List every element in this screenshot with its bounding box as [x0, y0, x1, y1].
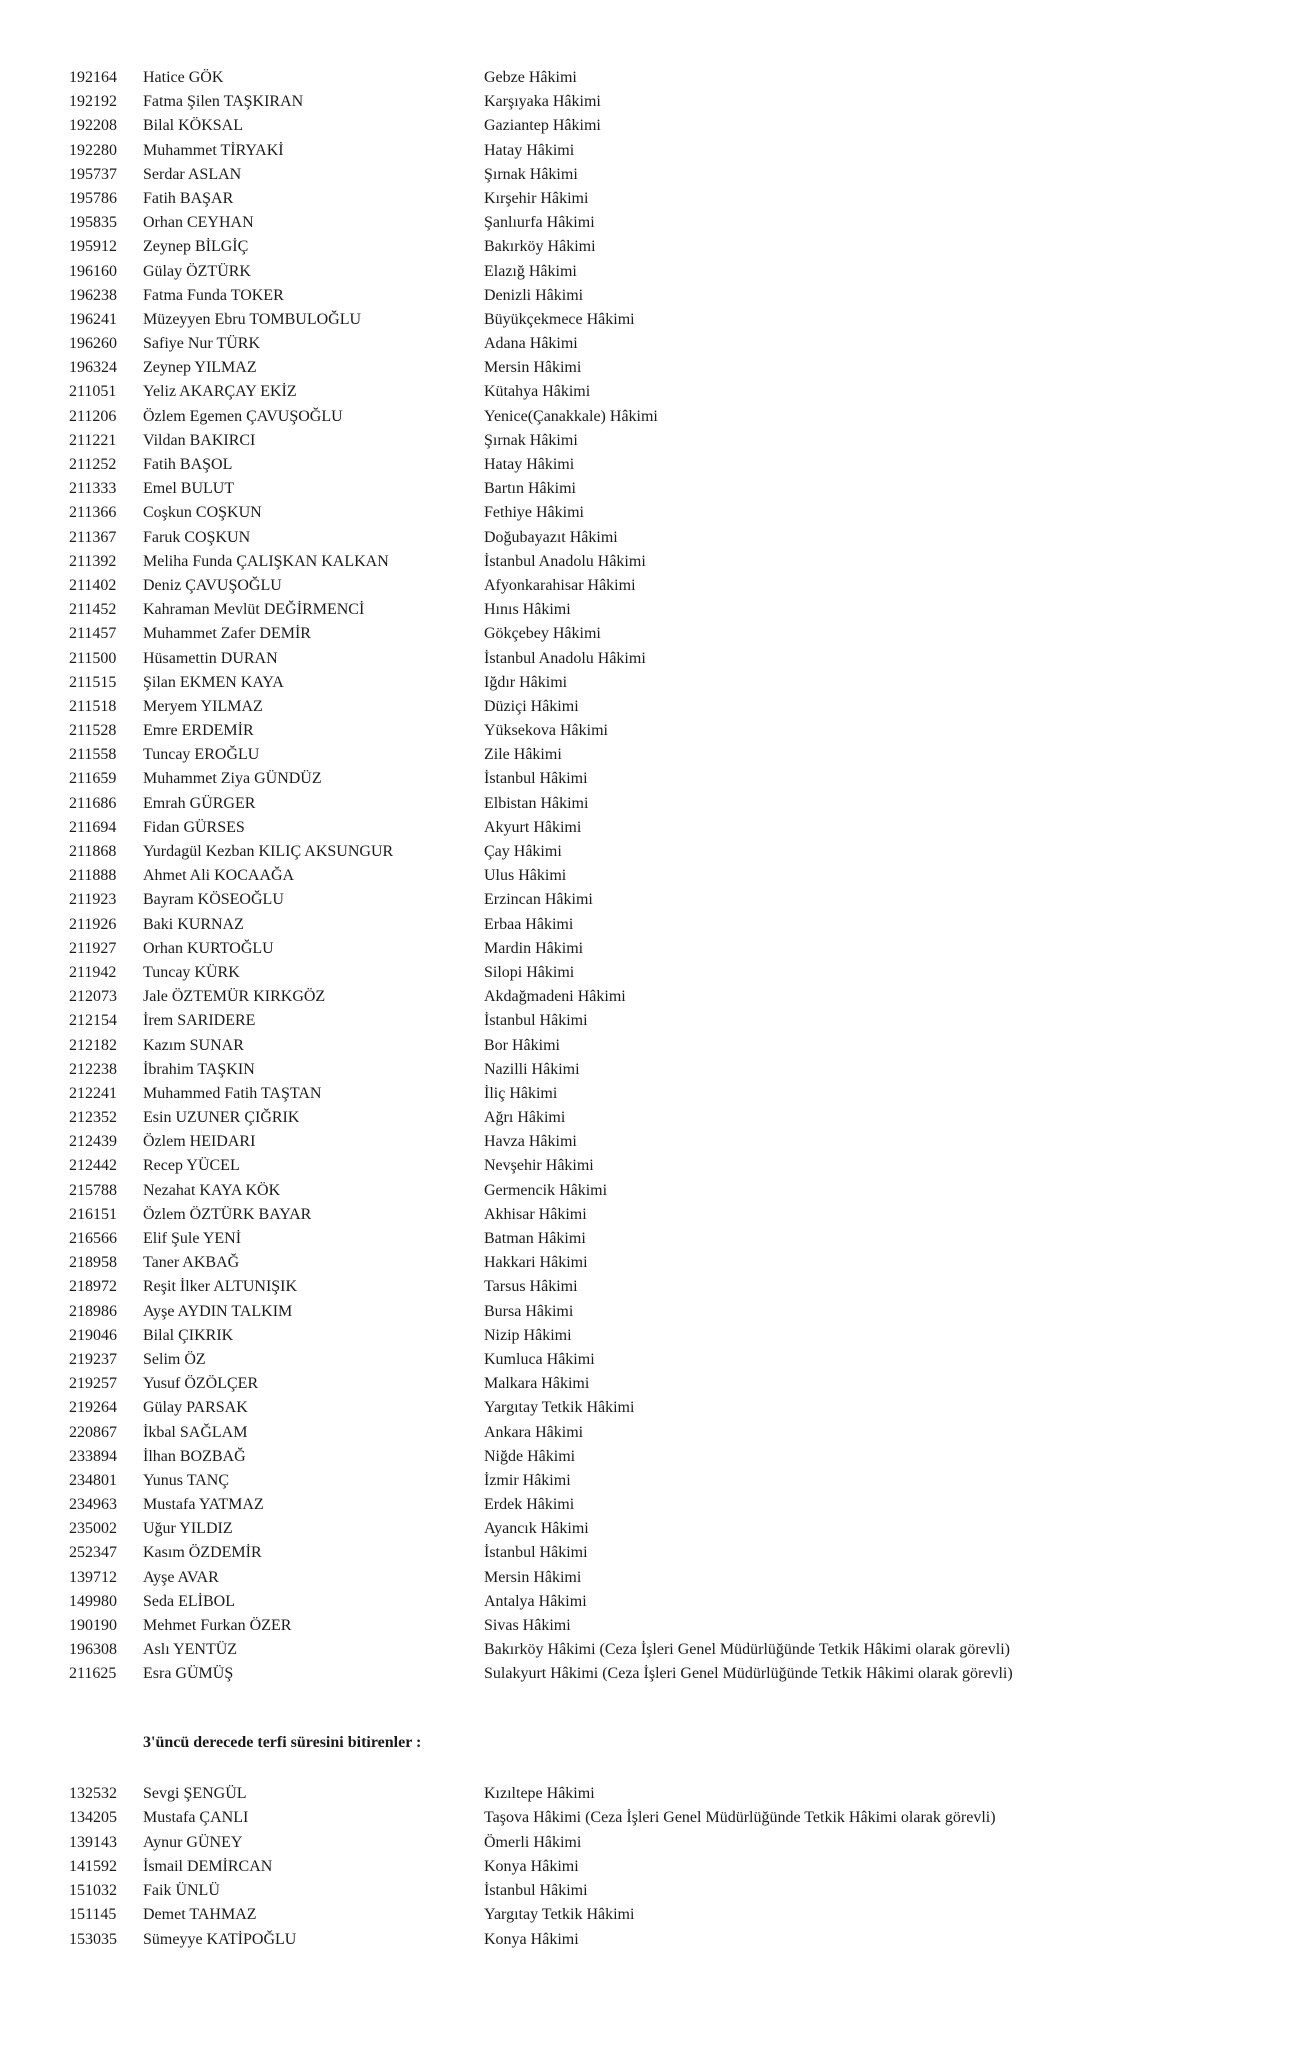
list-row: [0, 90, 1303, 114]
court-title: İstanbul Hâkimi: [484, 1882, 588, 1900]
registry-number: 195912: [69, 238, 117, 256]
list-row: [0, 380, 1303, 404]
judge-name: Faik ÜNLÜ: [143, 1882, 220, 1900]
court-title: Nizip Hâkimi: [484, 1326, 572, 1344]
court-title: Kütahya Hâkimi: [484, 383, 591, 401]
registry-number: 192208: [69, 117, 117, 135]
registry-number: 195835: [69, 214, 117, 232]
list-row: [0, 840, 1303, 864]
registry-number: 196238: [69, 286, 117, 304]
court-title: Akhisar Hâkimi: [484, 1205, 587, 1223]
registry-number: 192192: [69, 93, 117, 111]
list-row: [0, 1372, 1303, 1396]
court-title: İzmir Hâkimi: [484, 1471, 571, 1489]
judge-name: Nezahat KAYA KÖK: [143, 1181, 281, 1199]
registry-number: 212238: [69, 1060, 117, 1078]
judge-name: Emrah GÜRGER: [143, 794, 256, 812]
judge-name: Fatma Funda TOKER: [143, 286, 284, 304]
court-title: Bakırköy Hâkimi (Ceza İşleri Genel Müdürlüğünde Tetkik Hâkimi olarak görevli): [484, 1641, 1010, 1659]
judge-list-third-degree: [0, 1782, 1303, 1952]
court-title: Antalya Hâkimi: [484, 1592, 587, 1610]
judge-name: Ahmet Ali KOCAAĞA: [143, 867, 295, 885]
court-title: Tarsus Hâkimi: [484, 1278, 578, 1296]
list-row: [0, 937, 1303, 961]
list-row: [0, 211, 1303, 235]
registry-number: 196260: [69, 335, 117, 353]
court-title: Elazığ Hâkimi: [484, 262, 577, 280]
registry-number: 212439: [69, 1133, 117, 1151]
court-title: Şırnak Hâkimi: [484, 165, 578, 183]
court-title: İstanbul Hâkimi: [484, 1544, 588, 1562]
registry-number: 212442: [69, 1157, 117, 1175]
judge-name: İlhan BOZBAĞ: [143, 1447, 246, 1465]
registry-number: 212154: [69, 1012, 117, 1030]
registry-number: 211923: [69, 891, 117, 909]
judge-name: Ayşe AYDIN TALKIM: [143, 1302, 293, 1320]
registry-number: 211221: [69, 431, 117, 449]
judge-name: Kasım ÖZDEMİR: [143, 1544, 262, 1562]
list-row: [0, 1879, 1303, 1903]
registry-number: 211366: [69, 504, 117, 522]
court-title: Gaziantep Hâkimi: [484, 117, 601, 135]
judge-name: Muhammet TİRYAKİ: [143, 141, 284, 159]
list-row: [0, 622, 1303, 646]
judge-name: Zeynep YILMAZ: [143, 359, 257, 377]
judge-name: Şilan EKMEN KAYA: [143, 673, 284, 691]
court-title: İliç Hâkimi: [484, 1084, 558, 1102]
registry-number: 190190: [69, 1617, 117, 1634]
court-title: Gebze Hâkimi: [484, 69, 577, 86]
list-row: [0, 1903, 1303, 1927]
court-title: Hatay Hâkimi: [484, 141, 575, 159]
court-title: Mersin Hâkimi: [484, 1568, 582, 1586]
court-title: Bakırköy Hâkimi: [484, 238, 596, 256]
judge-name: Esin UZUNER ÇIĞRIK: [143, 1109, 300, 1127]
list-row: [0, 1590, 1303, 1614]
judge-name: Mustafa ÇANLI: [143, 1809, 249, 1827]
judge-name: Coşkun COŞKUN: [143, 504, 262, 522]
registry-number: 211659: [69, 770, 117, 788]
judge-name: Mehmet Furkan ÖZER: [143, 1617, 292, 1634]
court-title: Kırşehir Hâkimi: [484, 189, 589, 207]
registry-number: 216151: [69, 1205, 117, 1223]
list-row: [0, 888, 1303, 912]
court-title: Hınıs Hâkimi: [484, 601, 571, 619]
judge-name: Kazım SUNAR: [143, 1036, 244, 1054]
court-title: Ankara Hâkimi: [484, 1423, 584, 1441]
judge-name: Emel BULUT: [143, 480, 235, 498]
court-title: Mardin Hâkimi: [484, 939, 584, 957]
court-title: Niğde Hâkimi: [484, 1447, 576, 1465]
registry-number: 211500: [69, 649, 117, 667]
registry-number: 192280: [69, 141, 117, 159]
registry-number: 211452: [69, 601, 117, 619]
registry-number: 218958: [69, 1254, 117, 1272]
list-row: [0, 1179, 1303, 1203]
list-row: [0, 1106, 1303, 1130]
judge-name: Yeliz AKARÇAY EKİZ: [143, 383, 297, 401]
registry-number: 212182: [69, 1036, 117, 1054]
registry-number: 196324: [69, 359, 117, 377]
list-row: [0, 913, 1303, 937]
court-title: Erzincan Hâkimi: [484, 891, 593, 909]
court-title: Bursa Hâkimi: [484, 1302, 574, 1320]
list-row: [0, 1421, 1303, 1445]
registry-number: 211515: [69, 673, 117, 691]
registry-number: 132532: [69, 1785, 117, 1802]
judge-name: Gülay ÖZTÜRK: [143, 262, 251, 280]
registry-number: 211252: [69, 456, 117, 473]
list-row: [0, 743, 1303, 767]
court-title: Gökçebey Hâkimi: [484, 625, 601, 643]
list-row: [0, 1662, 1303, 1686]
court-title: Büyükçekmece Hâkimi: [484, 310, 635, 328]
court-title: Germencik Hâkimi: [484, 1181, 608, 1199]
judge-name: Fatma Şilen TAŞKIRAN: [143, 93, 304, 111]
judge-name: Bayram KÖSEOĞLU: [143, 891, 284, 909]
judge-name: Tuncay KÜRK: [143, 963, 240, 981]
judge-name: Uğur YILDIZ: [143, 1520, 233, 1538]
registry-number: 218972: [69, 1278, 117, 1296]
judge-name: Vildan BAKIRCI: [143, 431, 256, 449]
registry-number: 196160: [69, 262, 117, 280]
judge-name: Aynur GÜNEY: [143, 1833, 243, 1851]
judge-name: Bilal KÖKSAL: [143, 117, 243, 135]
list-row: [0, 985, 1303, 1009]
court-title: Afyonkarahisar Hâkimi: [484, 576, 636, 594]
court-title: Zile Hâkimi: [484, 746, 562, 764]
list-row: [0, 284, 1303, 308]
list-row: [0, 1348, 1303, 1372]
judge-name: Sümeyye KATİPOĞLU: [143, 1930, 297, 1948]
judge-name: İbrahim TAŞKIN: [143, 1060, 255, 1078]
list-row: [0, 356, 1303, 380]
judge-name: Taner AKBAĞ: [143, 1254, 240, 1272]
judge-name: Özlem HEIDARI: [143, 1133, 256, 1151]
list-row: [0, 671, 1303, 695]
judge-name: Muhammet Ziya GÜNDÜZ: [143, 770, 322, 788]
list-row: [0, 961, 1303, 985]
list-row: [0, 1445, 1303, 1469]
judge-name: Fidan GÜRSES: [143, 818, 245, 836]
registry-number: 195737: [69, 165, 117, 183]
registry-number: 151032: [69, 1882, 117, 1900]
registry-number: 234963: [69, 1496, 117, 1514]
registry-number: 211888: [69, 867, 117, 885]
judge-name: Bilal ÇIKRIK: [143, 1326, 234, 1344]
registry-number: 211333: [69, 480, 117, 498]
registry-number: 219046: [69, 1326, 117, 1344]
court-title: Denizli Hâkimi: [484, 286, 584, 304]
list-row: [0, 501, 1303, 525]
list-row: [0, 332, 1303, 356]
court-title: Nevşehir Hâkimi: [484, 1157, 594, 1175]
judge-name: Elif Şule YENİ: [143, 1230, 242, 1247]
registry-number: 235002: [69, 1520, 117, 1538]
list-row: [0, 864, 1303, 888]
court-title: Batman Hâkimi: [484, 1230, 586, 1247]
registry-number: 219237: [69, 1350, 117, 1368]
list-row: [0, 1541, 1303, 1565]
registry-number: 153035: [69, 1930, 117, 1948]
list-row: [0, 1855, 1303, 1879]
judge-name: Meryem YILMAZ: [143, 697, 263, 715]
judge-name: Aslı YENTÜZ: [143, 1641, 238, 1659]
judge-name: Muhammet Zafer DEMİR: [143, 625, 311, 643]
judge-name: Demet TAHMAZ: [143, 1906, 257, 1924]
court-title: Doğubayazıt Hâkimi: [484, 528, 618, 546]
court-title: Nazilli Hâkimi: [484, 1060, 580, 1078]
list-row: [0, 1154, 1303, 1178]
list-row: [0, 1396, 1303, 1420]
judge-name: İrem SARIDERE: [143, 1012, 256, 1030]
court-title: Sulakyurt Hâkimi (Ceza İşleri Genel Müdürlüğünde Tetkik Hâkimi olarak görevli): [484, 1665, 1013, 1683]
judge-name: Yunus TANÇ: [143, 1471, 229, 1489]
list-row: [0, 1614, 1303, 1638]
judge-name: Fatih BAŞAR: [143, 189, 234, 207]
registry-number: 252347: [69, 1544, 117, 1562]
list-row: [0, 574, 1303, 598]
court-title: Silopi Hâkimi: [484, 963, 575, 981]
judge-name: Özlem Egemen ÇAVUŞOĞLU: [143, 407, 343, 425]
registry-number: 134205: [69, 1809, 117, 1827]
registry-number: 211457: [69, 625, 117, 643]
registry-number: 211686: [69, 794, 117, 812]
judge-name: Hüsamettin DURAN: [143, 649, 278, 667]
judge-name: Esra GÜMÜŞ: [143, 1665, 234, 1683]
judge-name: Serdar ASLAN: [143, 165, 242, 183]
court-title: Akdağmadeni Hâkimi: [484, 988, 626, 1006]
registry-number: 151145: [69, 1906, 117, 1924]
registry-number: 211206: [69, 407, 117, 425]
list-row: [0, 598, 1303, 622]
registry-number: 211528: [69, 722, 117, 740]
registry-number: 211926: [69, 915, 117, 933]
court-title: Erdek Hâkimi: [484, 1496, 575, 1514]
registry-number: 211942: [69, 963, 117, 981]
court-title: Yargıtay Tetkik Hâkimi: [484, 1399, 635, 1417]
list-row: [0, 1928, 1303, 1952]
judge-name: Selim ÖZ: [143, 1350, 206, 1368]
court-title: Sivas Hâkimi: [484, 1617, 571, 1634]
list-row: [0, 1251, 1303, 1275]
list-row: [0, 1300, 1303, 1324]
list-row: [0, 1034, 1303, 1058]
court-title: Hatay Hâkimi: [484, 456, 575, 473]
list-row: [0, 1324, 1303, 1348]
registry-number: 195786: [69, 189, 117, 207]
list-row: [0, 1227, 1303, 1251]
list-row: [0, 1831, 1303, 1855]
registry-number: 141592: [69, 1857, 117, 1875]
registry-number: 220867: [69, 1423, 117, 1441]
judge-name: Müzeyyen Ebru TOMBULOĞLU: [143, 310, 362, 328]
court-title: Düziçi Hâkimi: [484, 697, 579, 715]
list-row: [0, 647, 1303, 671]
list-row: [0, 260, 1303, 284]
court-title: Fethiye Hâkimi: [484, 504, 584, 522]
registry-number: 212073: [69, 988, 117, 1006]
list-row: [0, 139, 1303, 163]
list-row: [0, 719, 1303, 743]
list-row: [0, 1806, 1303, 1830]
list-row: [0, 1275, 1303, 1299]
court-title: İstanbul Hâkimi: [484, 1012, 588, 1030]
registry-number: 212241: [69, 1084, 117, 1102]
court-title: Bartın Hâkimi: [484, 480, 576, 498]
registry-number: 211518: [69, 697, 117, 715]
judge-name: Fatih BAŞOL: [143, 456, 233, 473]
judge-name: Deniz ÇAVUŞOĞLU: [143, 576, 282, 594]
court-title: Kızıltepe Hâkimi: [484, 1785, 595, 1802]
court-title: Mersin Hâkimi: [484, 359, 582, 377]
judge-name: Orhan CEYHAN: [143, 214, 254, 232]
judge-name: Meliha Funda ÇALIŞKAN KALKAN: [143, 552, 389, 570]
court-title: Yüksekova Hâkimi: [484, 722, 608, 740]
judge-name: Jale ÖZTEMÜR KIRKGÖZ: [143, 988, 326, 1006]
court-title: Şırnak Hâkimi: [484, 431, 578, 449]
court-title: Havza Hâkimi: [484, 1133, 577, 1151]
court-title: Adana Hâkimi: [484, 335, 578, 353]
registry-number: 139712: [69, 1568, 117, 1586]
judge-name: Faruk COŞKUN: [143, 528, 251, 546]
court-title: Çay Hâkimi: [484, 843, 562, 860]
court-title: İstanbul Anadolu Hâkimi: [484, 552, 646, 570]
court-title: Ulus Hâkimi: [484, 867, 567, 885]
judge-name: Safiye Nur TÜRK: [143, 335, 261, 353]
list-row: [0, 1058, 1303, 1082]
list-row: [0, 1130, 1303, 1154]
registry-number: 216566: [69, 1230, 117, 1247]
court-title: Konya Hâkimi: [484, 1857, 579, 1875]
list-row: [0, 66, 1303, 90]
judge-list-main: [0, 66, 1303, 1687]
list-row: [0, 235, 1303, 259]
registry-number: 139143: [69, 1833, 117, 1851]
court-title: Ağrı Hâkimi: [484, 1109, 566, 1127]
court-title: Taşova Hâkimi (Ceza İşleri Genel Müdürlüğünde Tetkik Hâkimi olarak görevli): [484, 1809, 996, 1827]
judge-name: Reşit İlker ALTUNIŞIK: [143, 1278, 298, 1296]
list-row: [0, 816, 1303, 840]
list-row: [0, 550, 1303, 574]
registry-number: 219264: [69, 1399, 117, 1417]
list-row: [0, 163, 1303, 187]
list-row: [0, 453, 1303, 477]
court-title: Akyurt Hâkimi: [484, 818, 582, 836]
court-title: Yenice(Çanakkale) Hâkimi: [484, 407, 658, 425]
judge-name: Ayşe AVAR: [143, 1568, 219, 1586]
registry-number: 211694: [69, 818, 117, 836]
judge-name: Sevgi ŞENGÜL: [143, 1785, 247, 1802]
registry-number: 211558: [69, 746, 117, 764]
court-title: Ömerli Hâkimi: [484, 1833, 582, 1851]
court-title: Malkara Hâkimi: [484, 1375, 590, 1393]
court-title: Iğdır Hâkimi: [484, 673, 568, 691]
list-row: [0, 1469, 1303, 1493]
list-row: [0, 1517, 1303, 1541]
judge-name: Emre ERDEMİR: [143, 722, 254, 740]
court-title: Kumluca Hâkimi: [484, 1350, 595, 1368]
judge-name: Zeynep BİLGİÇ: [143, 238, 249, 256]
registry-number: 233894: [69, 1447, 117, 1465]
court-title: Hakkari Hâkimi: [484, 1254, 588, 1272]
registry-number: 196308: [69, 1641, 117, 1659]
judge-name: Yusuf ÖZÖLÇER: [143, 1375, 259, 1393]
list-row: [0, 695, 1303, 719]
registry-number: 192164: [69, 69, 117, 86]
registry-number: 149980: [69, 1592, 117, 1610]
judge-name: Recep YÜCEL: [143, 1157, 240, 1175]
list-row: [0, 477, 1303, 501]
judge-name: Yurdagül Kezban KILIÇ AKSUNGUR: [143, 843, 394, 860]
list-row: [0, 792, 1303, 816]
judge-name: Mustafa YATMAZ: [143, 1496, 264, 1514]
registry-number: 211392: [69, 552, 117, 570]
list-row: [0, 308, 1303, 332]
list-row: [0, 767, 1303, 791]
court-title: Şanlıurfa Hâkimi: [484, 214, 595, 232]
judge-name: Baki KURNAZ: [143, 915, 244, 933]
registry-number: 196241: [69, 310, 117, 328]
judge-name: Muhammed Fatih TAŞTAN: [143, 1084, 322, 1102]
court-title: İstanbul Hâkimi: [484, 770, 588, 788]
court-title: Erbaa Hâkimi: [484, 915, 574, 933]
list-row: [0, 187, 1303, 211]
court-title: Konya Hâkimi: [484, 1930, 579, 1948]
registry-number: 211868: [69, 843, 117, 860]
judge-name: Hatice GÖK: [143, 69, 224, 86]
section-heading: 3'üncü derecede terfi süresini bitirenler :: [143, 1734, 422, 1751]
court-title: Karşıyaka Hâkimi: [484, 93, 601, 111]
list-row: [0, 526, 1303, 550]
judge-name: Orhan KURTOĞLU: [143, 939, 274, 957]
list-row: [0, 1082, 1303, 1106]
court-title: Ayancık Hâkimi: [484, 1520, 589, 1538]
list-row: [0, 1566, 1303, 1590]
judge-name: Gülay PARSAK: [143, 1399, 248, 1417]
registry-number: 211625: [69, 1665, 117, 1683]
list-row: [0, 1203, 1303, 1227]
judge-name: Kahraman Mevlüt DEĞİRMENCİ: [143, 601, 365, 619]
list-row: [0, 405, 1303, 429]
list-row: [0, 1493, 1303, 1517]
court-title: Elbistan Hâkimi: [484, 794, 589, 812]
registry-number: 219257: [69, 1375, 117, 1393]
registry-number: 215788: [69, 1181, 117, 1199]
registry-number: 211367: [69, 528, 117, 546]
court-title: İstanbul Anadolu Hâkimi: [484, 649, 646, 667]
registry-number: 212352: [69, 1109, 117, 1127]
registry-number: 218986: [69, 1302, 117, 1320]
registry-number: 211927: [69, 939, 117, 957]
list-row: [0, 1009, 1303, 1033]
judge-name: Tuncay EROĞLU: [143, 746, 260, 764]
court-title: Bor Hâkimi: [484, 1036, 560, 1054]
judge-name: İsmail DEMİRCAN: [143, 1857, 273, 1875]
list-row: [0, 429, 1303, 453]
judge-name: Seda ELİBOL: [143, 1592, 235, 1610]
list-row: [0, 1782, 1303, 1806]
list-row: [0, 114, 1303, 138]
registry-number: 211051: [69, 383, 117, 401]
list-row: [0, 1638, 1303, 1662]
court-title: Yargıtay Tetkik Hâkimi: [484, 1906, 635, 1924]
registry-number: 211402: [69, 576, 117, 594]
judge-name: İkbal SAĞLAM: [143, 1423, 248, 1441]
judge-name: Özlem ÖZTÜRK BAYAR: [143, 1205, 312, 1223]
registry-number: 234801: [69, 1471, 117, 1489]
